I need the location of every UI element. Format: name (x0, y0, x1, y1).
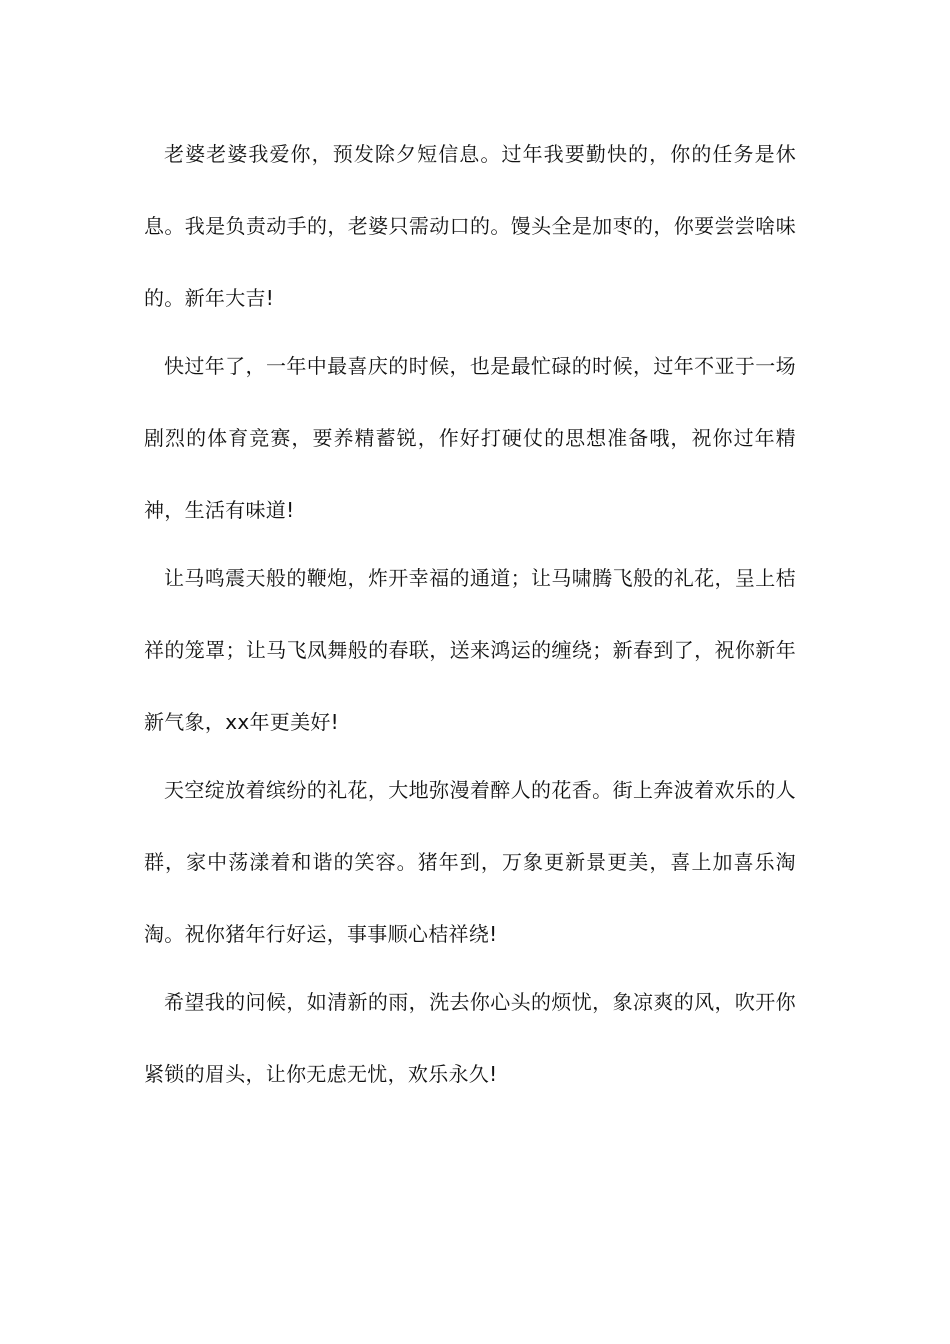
paragraph-3: 让马鸣震天般的鞭炮，炸开幸福的通道；让马啸腾飞般的礼花，呈上桔祥的笼罩；让马飞凤舞般的春联，送来鸿运的缠绕；新春到了，祝你新年新气象，xx年更美好! (144, 566, 796, 734)
paragraph-1: 老婆老婆我爱你，预发除夕短信息。过年我要勤快的，你的任务是休息。我是负责动手的，老婆只需动口的。馒头全是加枣的，你要尝尝啥味的。新年大吉! (144, 142, 796, 310)
document-body (144, 118, 796, 1110)
paragraph-4: 天空绽放着缤纷的礼花，大地弥漫着醉人的花香。街上奔波着欢乐的人群，家中荡漾着和谐的笑容。猪年到，万象更新景更美，喜上加喜乐淘淘。祝你猪年行好运，事事顺心桔祥绕! (144, 778, 796, 946)
paragraph-2: 快过年了，一年中最喜庆的时候，也是最忙碌的时候，过年不亚于一场剧烈的体育竞赛，要养精蓄锐，作好打硬仗的思想准备哦，祝你过年精神，生活有味道! (144, 354, 796, 522)
paragraph-5: 希望我的问候，如清新的雨，洗去你心头的烦忧，象凉爽的风，吹开你紧锁的眉头，让你无虑无忧，欢乐永久! (144, 990, 796, 1086)
